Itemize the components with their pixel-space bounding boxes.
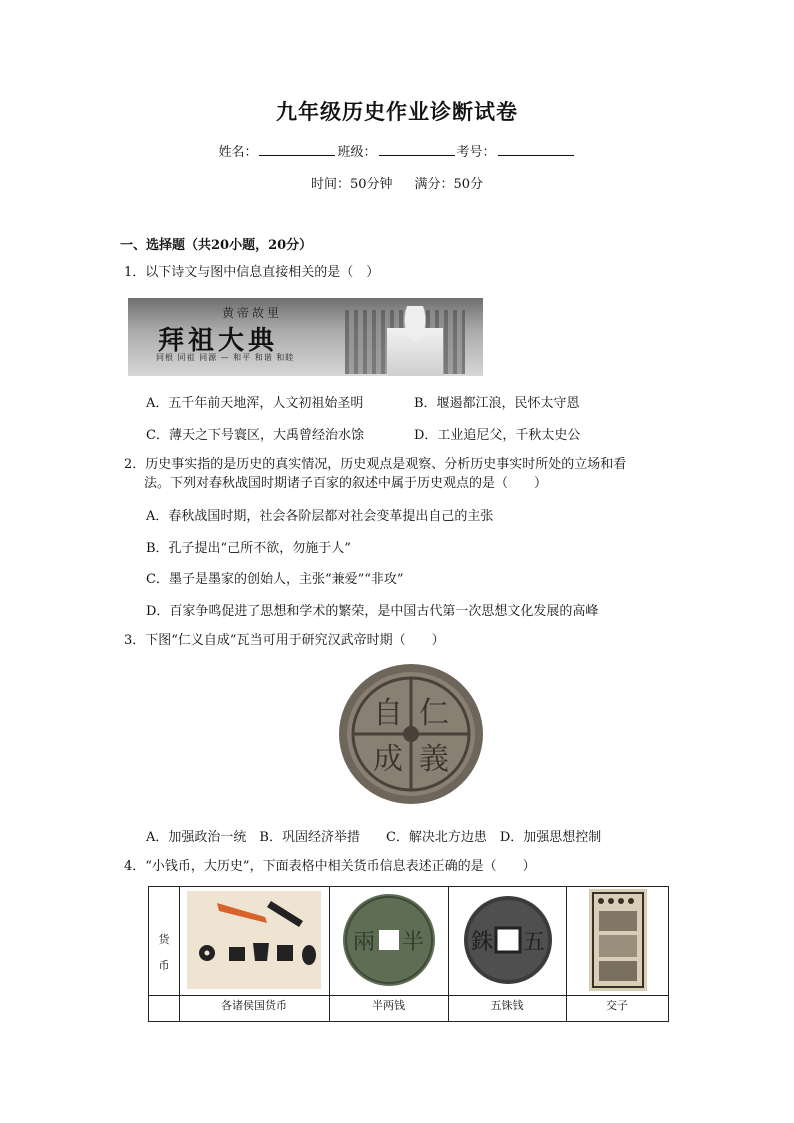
tile-char-yi: 義 xyxy=(419,742,449,777)
q1-option-d[interactable]: D．工业追尼父，千秋太史公 xyxy=(414,428,581,443)
statue-graphic xyxy=(387,306,443,376)
banner-main-text: 拜祖大典 xyxy=(158,326,279,356)
roof-tile-image xyxy=(338,663,484,805)
exam-title: 九年级历史作业诊断试卷 xyxy=(276,99,518,124)
wuzhu-coin-image xyxy=(458,891,558,989)
question-4-stem: 4．“小钱币，大历史”，下面表格中相关货币信息表述正确的是（ ） xyxy=(124,859,536,874)
student-info-line xyxy=(0,141,794,160)
time-score-line xyxy=(0,173,794,192)
score-text: 满分：50分 xyxy=(414,177,484,192)
tile-char-ren: 仁 xyxy=(419,696,449,731)
caption-banliang: 半两钱 xyxy=(372,999,405,1012)
q1-option-a[interactable]: A．五千年前天地浑，人文初祖始圣明 xyxy=(146,396,364,411)
tile-char-zi: 自 xyxy=(373,696,403,731)
q2-option-b[interactable]: B．孔子提出“己所不欲，勿施于人” xyxy=(146,541,351,556)
currency-table xyxy=(148,886,669,1022)
exam-no-blank[interactable] xyxy=(498,143,574,156)
q1-option-c[interactable]: C．薄天之下号寰区，大禹曾经治水馀 xyxy=(146,428,364,443)
banliang-coin-image xyxy=(339,891,439,989)
class-label: 班级： xyxy=(337,145,377,160)
warring-states-coins-image xyxy=(187,891,321,989)
coin-char-liang: 兩 xyxy=(352,930,376,955)
ancestor-ceremony-image xyxy=(128,298,483,376)
exam-no-label: 考号： xyxy=(456,145,496,160)
name-label: 姓名： xyxy=(218,145,258,160)
question-2-stem-line2: 法。下列对春秋战国时期诸子百家的叙述中属于历史观点的是（ ） xyxy=(144,476,548,491)
question-3-stem: 3．下图“仁义自成”瓦当可用于研究汉武帝时期（ ） xyxy=(124,633,445,648)
caption-jiaozi: 交子 xyxy=(606,999,628,1012)
coin-char-wu: 五 xyxy=(522,930,546,955)
question-1-stem: 1．以下诗文与图中信息直接相关的是（ ） xyxy=(124,265,380,280)
q2-option-d[interactable]: D．百家争鸣促进了思想和学术的繁荣，是中国古代第一次思想文化发展的高峰 xyxy=(146,604,599,619)
class-blank[interactable] xyxy=(379,143,455,156)
row-label-bi: 币 xyxy=(158,959,170,972)
q2-option-a[interactable]: A．春秋战国时期，社会各阶层都对社会变革提出自己的主张 xyxy=(146,509,494,524)
coin-char-ban: 半 xyxy=(401,930,425,955)
row-label-huo: 货 xyxy=(158,933,170,946)
banner-subtitle: 黄帝故里 xyxy=(222,306,283,320)
caption-wuzhu: 五铢钱 xyxy=(490,999,524,1012)
coin-char-zhu: 銖 xyxy=(470,930,494,955)
name-blank[interactable] xyxy=(259,143,335,156)
q2-option-c[interactable]: C．墨子是墨家的创始人，主张“兼爱”“非攻” xyxy=(146,572,404,587)
time-text: 时间：50分钟 xyxy=(310,177,393,192)
question-2-stem-line1: 2．历史事实指的是历史的真实情况，历史观点是观察、分析历史事实时所处的立场和看 xyxy=(124,457,627,472)
caption-warring-states: 各诸侯国货币 xyxy=(221,999,287,1012)
table-caption-divider xyxy=(149,995,668,996)
q1-option-b[interactable]: B．堰遏都江浪，民怀太守恩 xyxy=(414,396,580,411)
q3-options[interactable]: A．加强政治一统 B．巩固经济举措 C．解决北方边患 D．加强思想控制 xyxy=(146,830,602,845)
banner-tagline: 同根 同祖 同源 — 和平 和谐 和睦 xyxy=(156,353,295,362)
jiaozi-note-image xyxy=(589,889,647,991)
section-heading: 一、选择题（共20小题，20分） xyxy=(120,238,313,253)
tile-char-cheng: 成 xyxy=(373,742,403,777)
